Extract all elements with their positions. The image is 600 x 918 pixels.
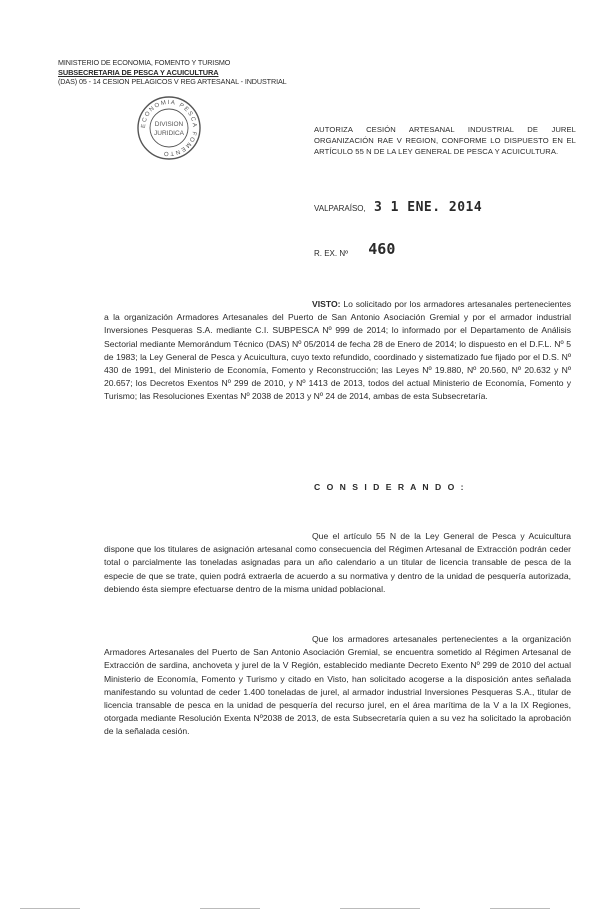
resolution-number	[314, 242, 395, 260]
visto-paragraph	[104, 298, 571, 404]
considerando-heading: C O N S I D E R A N D O :	[314, 482, 466, 492]
visto-text: Lo solicitado por los armadores artesanales pertenecientes a la organización Armadores Artesanales del Puerto de San Antonio Asociación Gremial y por el armador industrial Inversiones Pesqueras S.A. mediante C.I. SUBPESCA Nº 999 de 2014; lo informado por el Departamento de Análisis Sectorial mediante Memorándum Técnico (DAS) Nº 05/2014 de fecha 28 de Enero de 2014; lo dispuesto en el D.F.L. Nº 5 de 1983; la Ley General de Pesca y Acuicultura, cuyo texto refundido, coordinado y sistematizado fue fijado por el D.S. Nº 430 de 1991, del Ministerio de Economía, Fomento y Reconstrucción; las Leyes Nº 19.880, Nº 20.560, Nº 20.632 y Nº 20.657; los Decretos Exentos Nº 299 de 2010, y Nº 1413 de 2013, todos del actual Ministerio de Economía, Fomento y Turismo; las Resoluciones Exentas Nº 2038 de 2013 y Nº 24 de 2014, ambas de esta Subsecretaría.	[104, 299, 571, 402]
rex-label: R. EX. Nº	[314, 249, 349, 258]
stamp-ring-text: ECONOMIA PESCA FOMENTO	[140, 99, 198, 157]
place: VALPARAÍSO,	[314, 204, 366, 213]
considerando-paragraph-2: Que los armadores artesanales pertenecientes a la organización Armadores Artesanales del Puerto de San Antonio Asociación Gremial, se encuentra sometido al Régimen Artesanal de Extracción de sardina, anchoveta y jurel de la V Región, establecido mediante Decreto Exento Nº 299 de 2010 del actual Ministerio de Economía, Fomento y Turismo y citado en Visto, han solicitado acogerse a la disposición antes señalada manifestando su voluntad de ceder 1.400 toneladas de jurel, al armador industrial Inversiones Pesqueras S.A., titular de licencia transable de pesca en la unidad de pesquería del recurso jurel, en el área marítima de la V a la IX Regiones, otorgada mediante Resolución Exenta Nº2038 de 2013, de esta Subsecretaría quien a su vez ha solicitado la aprobación de la señalada cesión.	[104, 634, 571, 737]
place-and-date	[314, 200, 482, 215]
document-reference: (DAS) 05 - 14 CESION PELAGICOS V REG ARTESANAL - INDUSTRIAL	[58, 77, 287, 86]
date-stamp: 3 1 ENE. 2014	[373, 200, 483, 215]
visto-lead: VISTO:	[312, 299, 341, 309]
page-footer-marks	[20, 904, 580, 914]
letterhead	[58, 58, 288, 87]
ministry-name: MINISTERIO DE ECONOMIA, FOMENTO Y TURISMO	[58, 58, 231, 67]
considerando-paragraph-1: Que el artículo 55 N de la Ley General de Pesca y Acuicultura dispone que los titulares de asignación artesanal como consecuencia del Régimen Artesanal de Extracción podrán ceder total o parcialmente las toneladas asignadas para un año calendario a un titular de licencia transable de pesca de la especie de que se trate, quien podrá extraerla de acuerdo a su normativa y dentro de la unidad de pesquería autorizada, debiendo ésta siempre efectuarse dentro de la misma unidad poblacional.	[104, 531, 571, 594]
stamp-center-bottom: JURIDICA	[154, 130, 184, 137]
svg-text:ECONOMIA PESCA FOMENTO	[141, 100, 197, 156]
rex-number: 460	[368, 240, 396, 258]
division-juridica-stamp	[136, 95, 202, 161]
resolution-subject: AUTORIZA CESIÓN ARTESANAL INDUSTRIAL DE JUREL ORGANIZACIÓN RAE V REGION, CONFORME LO DISPUESTO EN EL ARTÍCULO 55 N DE LA LEY GENERAL DE PESCA Y ACUICULTURA.	[314, 125, 576, 157]
stamp-center-top: DIVISION	[154, 121, 184, 128]
subsecretaria-name: SUBSECRETARIA DE PESCA Y ACUICULTURA	[58, 67, 219, 77]
